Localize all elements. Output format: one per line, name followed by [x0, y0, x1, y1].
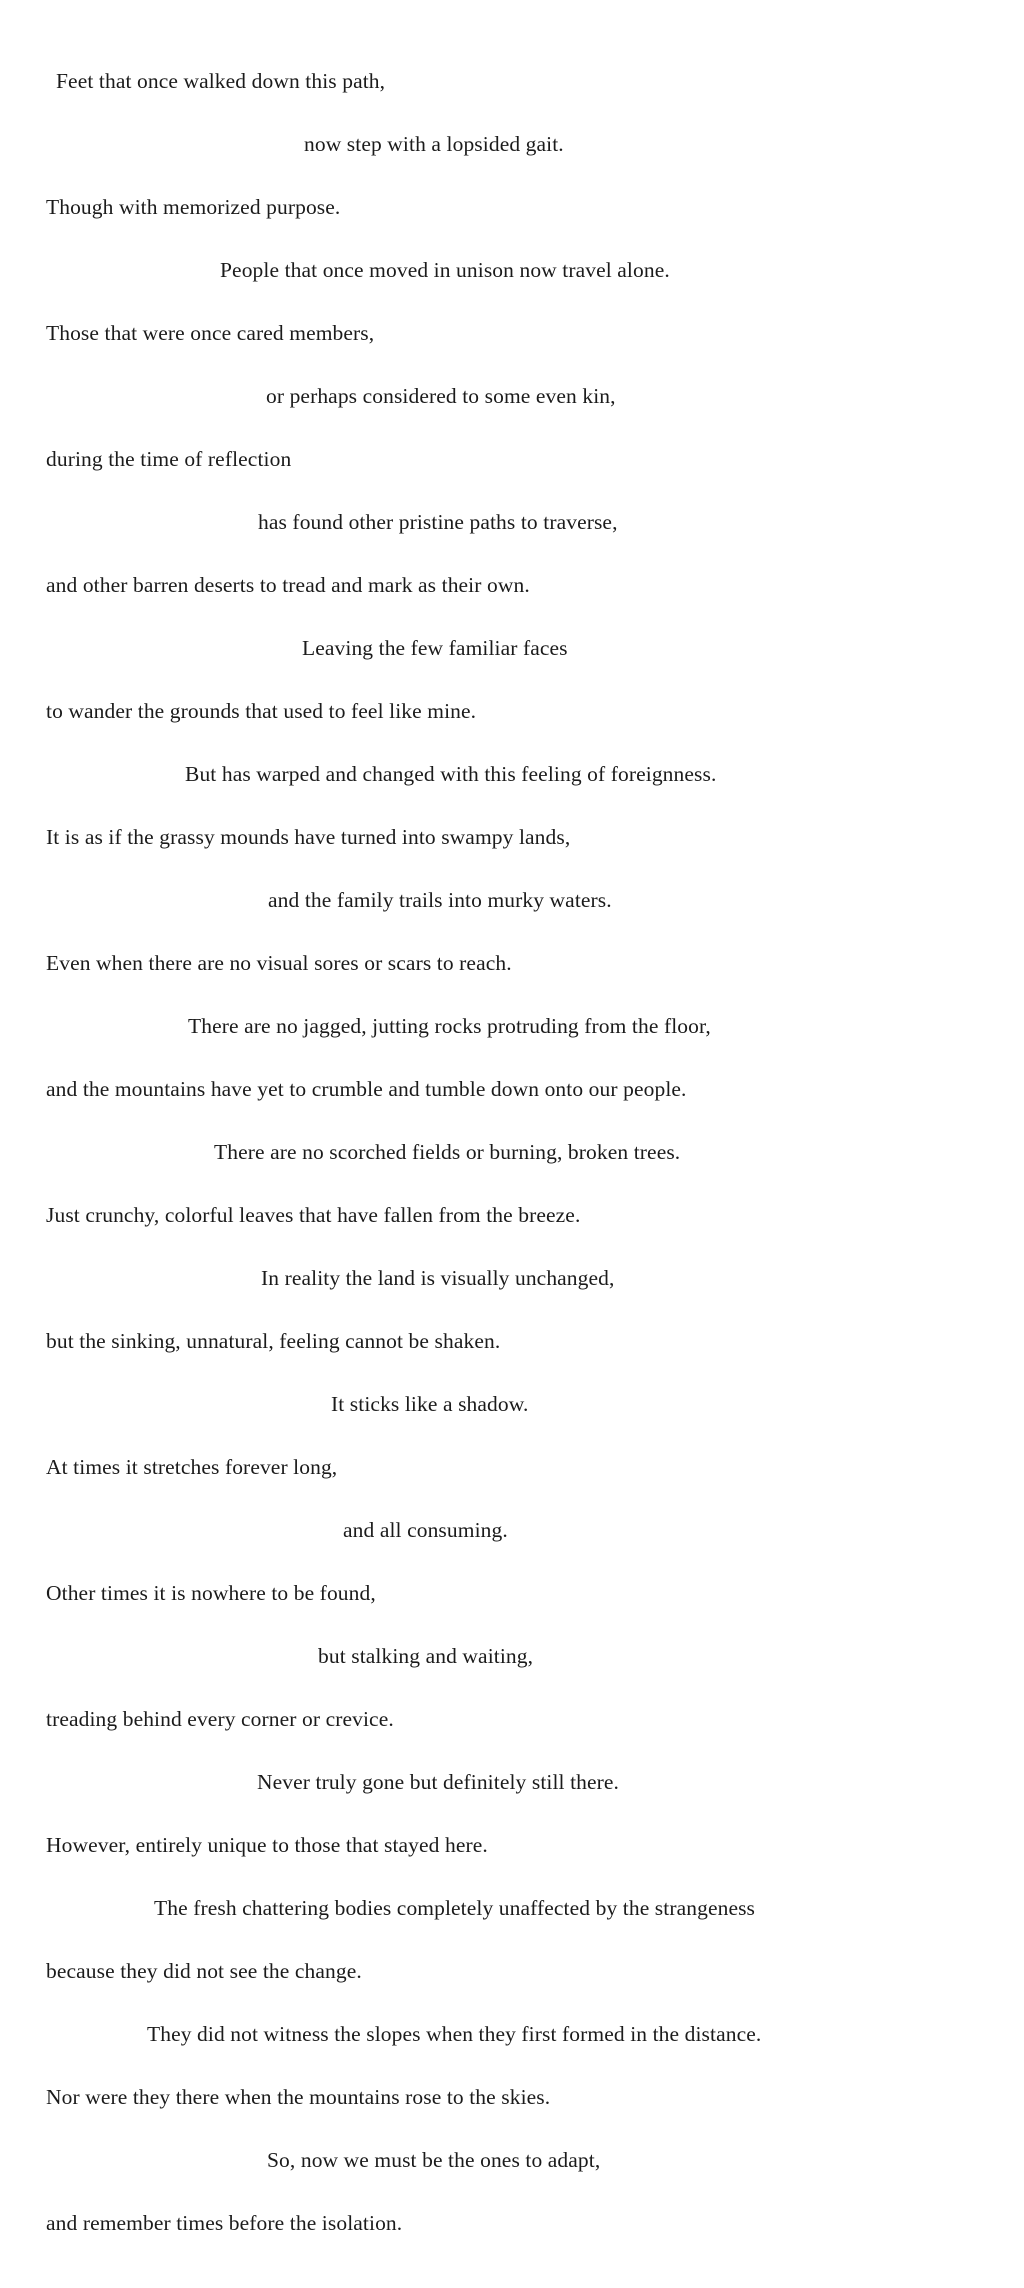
poem-line: The fresh chattering bodies completely unaffected by the strangeness [154, 1896, 756, 1920]
poem-line: and other barren deserts to tread and mark as their own. [46, 573, 530, 597]
poem-line: There are no jagged, jutting rocks protruding from the floor, [188, 1014, 711, 1038]
poem-line: Just crunchy, colorful leaves that have fallen from the breeze. [46, 1203, 581, 1227]
poem-line: because they did not see the change. [46, 1959, 362, 1983]
poem-line: and remember times before the isolation. [46, 2211, 403, 2235]
poem-line: and the mountains have yet to crumble and tumble down onto our people. [46, 1077, 687, 1101]
poem-line: So, now we must be the ones to adapt, [267, 2148, 601, 2172]
poem-line: Those that were once cared members, [46, 321, 375, 345]
poem-line: People that once moved in unison now travel alone. [220, 258, 670, 282]
poem-line: and the family trails into murky waters. [268, 888, 612, 912]
poem-line: It is as if the grassy mounds have turned into swampy lands, [46, 825, 571, 849]
poem-line: to wander the grounds that used to feel like mine. [46, 699, 477, 723]
poem-line: but stalking and waiting, [318, 1644, 534, 1668]
poem-line: They did not witness the slopes when they first formed in the distance. [147, 2022, 762, 2046]
poem-line: However, entirely unique to those that stayed here. [46, 1833, 488, 1857]
poem-line: Other times it is nowhere to be found, [46, 1581, 376, 1605]
poem-line: It sticks like a shadow. [331, 1392, 529, 1416]
poem-line: Feet that once walked down this path, [56, 69, 386, 93]
poem-line: or perhaps considered to some even kin, [266, 384, 616, 408]
poem-line: Leaving the few familiar faces [302, 636, 568, 660]
poem-line: Even when there are no visual sores or scars to reach. [46, 951, 512, 975]
poem-line: There are no scorched fields or burning, broken trees. [214, 1140, 681, 1164]
poem-line: now step with a lopsided gait. [304, 132, 564, 156]
poem-line: and all consuming. [343, 1518, 508, 1542]
poem-line: At times it stretches forever long, [46, 1455, 338, 1479]
poem-body [0, 50, 1024, 2255]
poem-line: But has warped and changed with this feeling of foreignness. [185, 762, 717, 786]
poem-line: In reality the land is visually unchanged, [261, 1266, 615, 1290]
poem-line: during the time of reflection [46, 447, 292, 471]
poem-line: treading behind every corner or crevice. [46, 1707, 394, 1731]
poem-line: Nor were they there when the mountains rose to the skies. [46, 2085, 551, 2109]
poem-line: Though with memorized purpose. [46, 195, 341, 219]
poem-line: but the sinking, unnatural, feeling cannot be shaken. [46, 1329, 501, 1353]
poem-line: has found other pristine paths to traverse, [258, 510, 618, 534]
poem-line: Never truly gone but definitely still there. [257, 1770, 620, 1794]
